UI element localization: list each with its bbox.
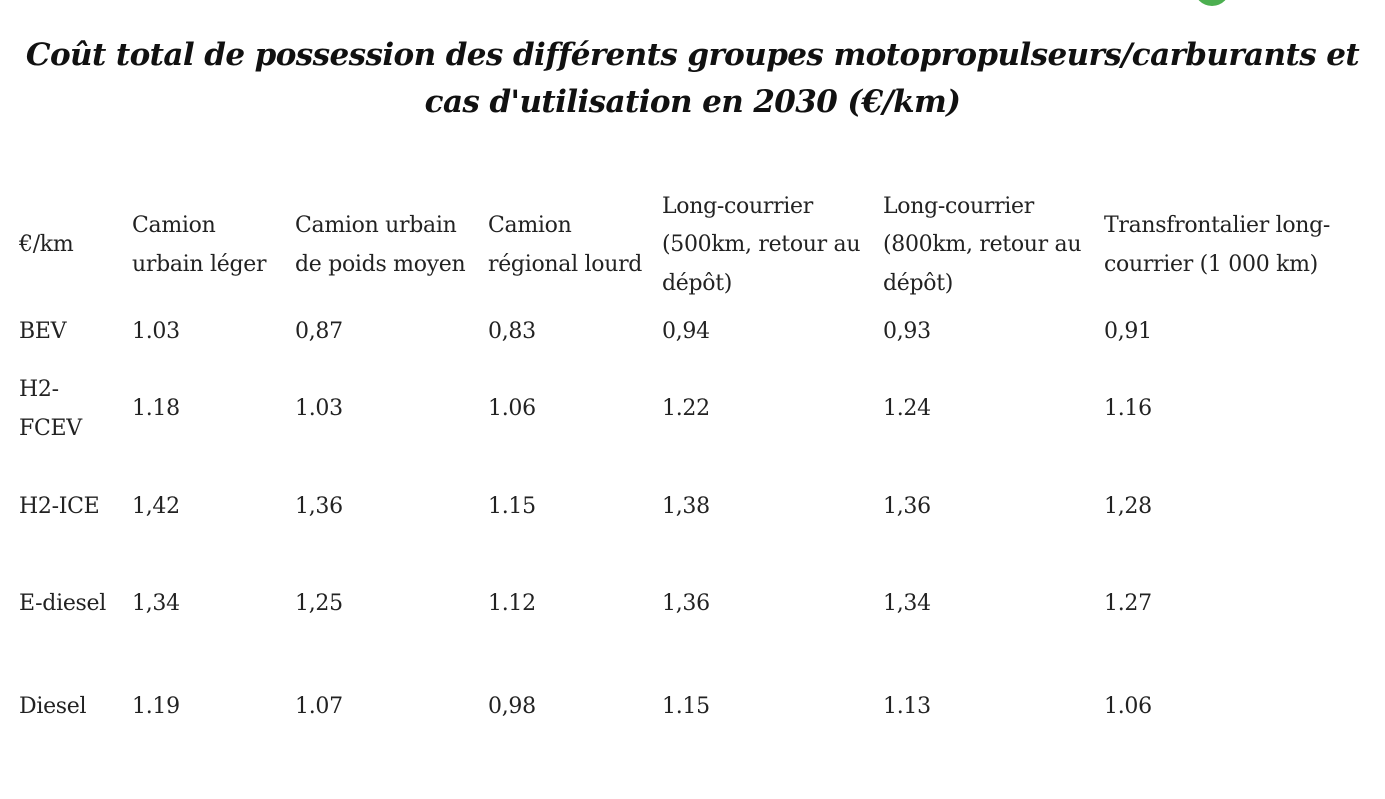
header-long-haul-800km: Long-courrier (800km, retour au dépôt): [883, 193, 1082, 296]
table-cell: 1,28: [1104, 494, 1152, 520]
green-status-dot: [1194, 0, 1230, 6]
header-light-urban-truck: Camion urbain léger: [132, 213, 267, 277]
table-row: [8, 653, 1374, 799]
table-cell: 1.12: [488, 591, 536, 617]
table-cell: 0,91: [1104, 319, 1152, 345]
header-unit: €/km: [19, 232, 74, 258]
table-cell: 1.19: [132, 694, 180, 719]
table-row: [8, 305, 1374, 360]
table-cell: 1.03: [295, 396, 343, 422]
table-cell: 0,83: [488, 319, 536, 345]
table-cell: 1,34: [883, 591, 931, 617]
table-cell: 1.03: [132, 319, 180, 345]
table-cell: 1,36: [662, 591, 710, 617]
table-cell: 1.16: [1104, 396, 1152, 422]
table-title: Coût total de possession des différents groupes motopropulseurs/carburants et cas d'utilisation en 2030 (€/km): [25, 37, 1360, 120]
header-long-haul-500km: Long-courrier (500km, retour au dépôt): [662, 193, 861, 296]
header-heavy-regional-truck: Camion régional lourd: [488, 213, 643, 277]
table-cell: 1,42: [132, 494, 180, 520]
table-cell: 1.24: [883, 396, 931, 422]
table-cell: 1.18: [132, 396, 180, 422]
table-cell: 1.15: [662, 694, 710, 719]
row-label: Diesel: [19, 694, 87, 719]
table-cell: 1,34: [132, 591, 180, 617]
row-label: H2-ICE: [19, 494, 100, 520]
table-cell: 0,94: [662, 319, 710, 345]
table-cell: 0,87: [295, 319, 343, 345]
table-cell: 1.15: [488, 494, 536, 520]
header-medium-urban-truck: Camion urbain de poids moyen: [295, 213, 466, 277]
header-cross-border-1000km: Transfrontalier long-courrier (1 000 km): [1104, 213, 1331, 277]
row-label: H2-FCEV: [19, 377, 82, 441]
table-cell: 0,98: [488, 694, 536, 719]
table-cell: 1,38: [662, 494, 710, 520]
table-cell: 1,36: [883, 494, 931, 520]
table-cell: 1.06: [1104, 694, 1152, 719]
table-cell: 0,93: [883, 319, 931, 345]
table-cell: 1.07: [295, 694, 343, 719]
row-label: E-diesel: [19, 591, 106, 617]
table-row: [8, 556, 1374, 653]
table-cell: 1.13: [883, 694, 931, 719]
table-header-row: [8, 186, 1374, 305]
table-cell: 1.22: [662, 396, 710, 422]
table-cell: 1,36: [295, 494, 343, 520]
table-cell: 1.27: [1104, 591, 1152, 617]
table-row: [8, 360, 1374, 459]
table-cell: 1,25: [295, 591, 343, 617]
row-label: BEV: [19, 319, 67, 345]
table-cell: 1.06: [488, 396, 536, 422]
tco-table: [8, 186, 1374, 799]
table-row: [8, 459, 1374, 556]
